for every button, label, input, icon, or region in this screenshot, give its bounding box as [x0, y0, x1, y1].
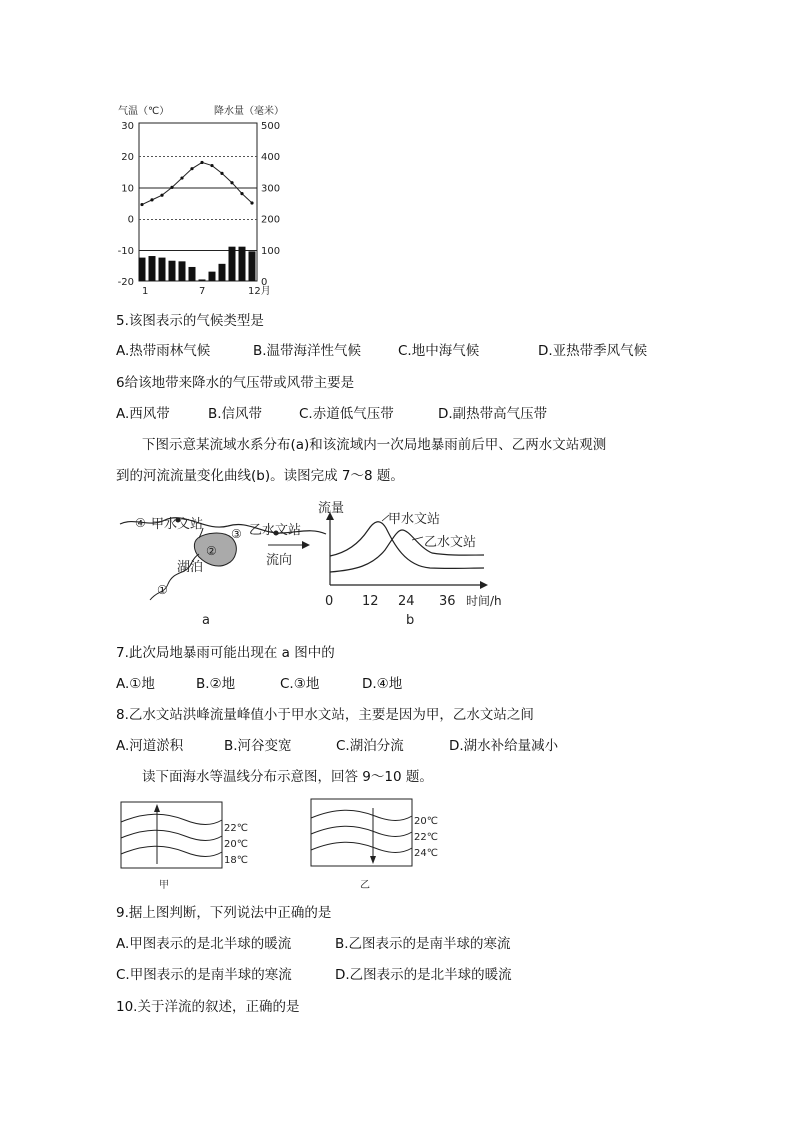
yi-caption: 乙 — [360, 880, 370, 891]
jia-isotherm-22 — [121, 814, 222, 824]
q5-option-a[interactable]: A.热带雨林气候 — [116, 343, 211, 359]
q7-option-b[interactable]: B.②地 — [196, 676, 236, 692]
jia-label-20: 20℃ — [224, 839, 248, 850]
q7-stem: 7.此次局地暴雨可能出现在 a 图中的 — [116, 645, 335, 661]
precipitation-bar — [249, 251, 256, 281]
precipitation-bar — [189, 267, 196, 281]
x-tick-12: 12月 — [248, 286, 271, 297]
q8-option-d[interactable]: D.湖水补给量减小 — [449, 738, 559, 754]
yi-label-22: 22℃ — [414, 832, 438, 843]
precipitation-bar — [169, 261, 176, 281]
q5-option-b[interactable]: B.温带海洋性气候 — [253, 343, 362, 359]
q9-option-b[interactable]: B.乙图表示的是南半球的寒流 — [335, 936, 511, 952]
b-x-arrow — [480, 581, 488, 589]
b-x-label: 时间/h — [466, 594, 502, 608]
precipitation-bar — [199, 279, 206, 281]
yi-isotherm-20 — [311, 810, 412, 820]
temperature-point — [140, 203, 143, 206]
temperature-point — [250, 201, 253, 204]
left-tick-labels — [118, 121, 134, 288]
figure-a-caption: a — [202, 613, 210, 628]
q9-option-d[interactable]: D.乙图表示的是北半球的暖流 — [335, 967, 512, 983]
q8-option-b[interactable]: B.河谷变宽 — [224, 738, 292, 754]
label-4: ④ — [135, 516, 146, 530]
precipitation-bar — [159, 258, 166, 281]
b-x-tick-24: 24 — [398, 594, 415, 609]
flow-arrow-head — [302, 541, 310, 549]
jia-label-22: 22℃ — [224, 823, 248, 834]
label-flow-direction: 流向 — [266, 553, 293, 568]
precipitation-bar — [219, 264, 226, 281]
left-tick-label: -20 — [117, 277, 134, 288]
yi-isotherm-24 — [311, 842, 412, 852]
intro-7-8-line2: 到的河流流量变化曲线(b)。读图完成 7～8 题。 — [116, 468, 404, 484]
jia-arrow-head — [154, 804, 160, 812]
q8-option-c[interactable]: C.湖泊分流 — [336, 738, 404, 754]
q6-option-a[interactable]: A.西风带 — [116, 406, 170, 422]
intro-7-8-line1: 下图示意某流域水系分布(a)和该流域内一次局地暴雨前后甲、乙两水文站观测 — [142, 437, 607, 453]
yi-label-24: 24℃ — [414, 848, 438, 859]
jia-caption: 甲 — [159, 880, 169, 891]
precipitation-bar — [139, 258, 146, 281]
q9-stem: 9.据上图判断，下列说法中正确的是 — [116, 905, 332, 921]
temperature-point — [220, 172, 223, 175]
right-tick-label: 200 — [261, 214, 281, 226]
temperature-point — [170, 186, 173, 189]
q7-option-a[interactable]: A.①地 — [116, 676, 155, 692]
left-tick-label: 30 — [121, 121, 134, 132]
precipitation-bar — [209, 272, 216, 281]
left-tick-label: 20 — [121, 152, 134, 164]
temperature-point — [240, 192, 243, 195]
yi-frame — [311, 799, 412, 866]
q6-option-d[interactable]: D.副热带高气压带 — [438, 406, 548, 422]
precipitation-bar — [179, 261, 186, 281]
temperature-points — [140, 161, 253, 206]
temperature-point — [210, 164, 213, 167]
label-1: ① — [157, 583, 168, 597]
jia-isotherm-18 — [121, 846, 222, 856]
intro-9-10: 读下面海水等温线分布示意图，回答 9～10 题。 — [142, 769, 433, 785]
q9-option-c[interactable]: C.甲图表示的是南半球的寒流 — [116, 967, 292, 983]
q8-stem: 8.乙水文站洪峰流量峰值小于甲水文站，主要是因为甲，乙水文站之间 — [116, 707, 534, 723]
right-tick-label: 0 — [261, 277, 268, 288]
q7-option-c[interactable]: C.③地 — [280, 676, 320, 692]
b-x-tick-36: 36 — [439, 594, 456, 609]
temperature-point — [230, 181, 233, 184]
left-tick-label: 10 — [121, 183, 134, 195]
temperature-line — [142, 162, 252, 204]
precipitation-bar — [149, 256, 156, 281]
label-3: ③ — [231, 527, 242, 541]
right-axis-label: 降水量（毫米） — [214, 106, 284, 117]
yi-label-20: 20℃ — [414, 816, 438, 827]
figure-b-caption: b — [406, 613, 415, 628]
precipitation-bar — [229, 247, 236, 281]
label-2: ② — [206, 544, 217, 558]
right-tick-label: 400 — [261, 152, 281, 164]
temperature-point — [160, 194, 163, 197]
right-tick-label: 100 — [261, 245, 281, 257]
right-tick-labels — [261, 121, 280, 288]
q8-option-a[interactable]: A.河道淤积 — [116, 738, 184, 754]
x-tick-7: 7 — [199, 286, 206, 297]
yi-isotherm-22 — [311, 826, 412, 836]
b-y-label: 流量 — [318, 501, 345, 516]
b-x-tick-12: 12 — [362, 594, 379, 609]
b-x-tick-0: 0 — [325, 594, 334, 609]
precipitation-bar — [239, 247, 246, 281]
jia-frame — [121, 802, 222, 868]
series-label-jia: 甲水文站 — [388, 512, 441, 527]
temperature-point — [180, 176, 183, 179]
q7-option-d[interactable]: D.④地 — [362, 676, 403, 692]
temperature-point — [150, 198, 153, 201]
label-station-jia: 甲水文站 — [151, 517, 204, 532]
left-tick-label: 0 — [127, 214, 134, 226]
q6-option-b[interactable]: B.信风带 — [208, 406, 263, 422]
right-tick-label: 300 — [261, 183, 281, 195]
q5-option-c[interactable]: C.地中海气候 — [398, 343, 480, 359]
q5-option-d[interactable]: D.亚热带季风气候 — [538, 343, 648, 359]
q6-option-c[interactable]: C.赤道低气压带 — [299, 406, 394, 422]
q6-stem: 6给该地带来降水的气压带或风带主要是 — [116, 375, 355, 391]
q9-option-a[interactable]: A.甲图表示的是北半球的暖流 — [116, 936, 292, 952]
label-lake: 湖泊 — [177, 560, 204, 575]
left-axis-label: 气温（℃） — [118, 106, 170, 117]
yi-arrow-head — [370, 856, 376, 864]
label-station-yi: 乙水文站 — [249, 523, 302, 538]
series-label-yi: 乙水文站 — [424, 535, 477, 550]
q10-stem: 10.关于洋流的叙述，正确的是 — [116, 999, 300, 1015]
precipitation-bars — [139, 247, 256, 281]
q5-stem: 5.该图表示的气候类型是 — [116, 313, 264, 329]
x-tick-1: 1 — [142, 286, 149, 297]
jia-label-18: 18℃ — [224, 855, 248, 866]
left-tick-label: -10 — [117, 245, 134, 257]
jia-isotherm-20 — [121, 830, 222, 840]
right-tick-label: 500 — [261, 121, 281, 132]
temperature-point — [190, 167, 193, 170]
temperature-point — [200, 161, 203, 164]
